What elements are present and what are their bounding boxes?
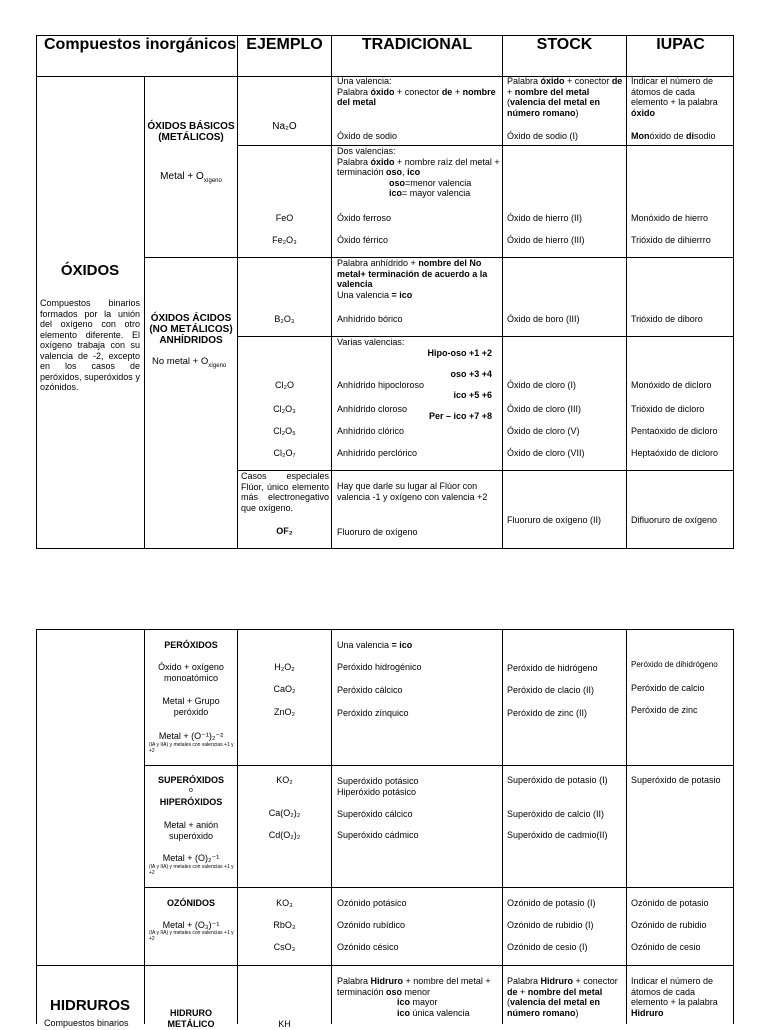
stock-zno2: Peróxido de zinc (II) [507,708,588,718]
ozonidos-note: (IA y IIA) y metales con valencias +1 y +2 [149,930,234,942]
superoxidos-formula: Metal + (O)₂⁻¹ [162,853,220,863]
oxidos-description: Compuestos binarios formados por la unión del oxígeno con otro elemento diferente. El oxígeno trabaja con su valencia de -2, excepto en los casos de peróxidos, superóxidos y ozónidos. [40,298,140,392]
iupac-cl2o7: Heptaóxido de dicloro [631,448,719,458]
divider [36,629,734,630]
hidruros-rule-trad: Palabra Hidruro + nombre del metal + terminación oso menor ico mayor ico única valencia [337,976,491,1018]
stock-h2o2: Peróxido de hidrógeno [507,663,598,673]
iupac-feo: Monóxido de hierro [631,213,709,223]
stock-cl2o3: Óxido de cloro (III) [507,404,582,414]
divider [36,965,734,966]
superoxidos-desc: Metal + anión superóxido [163,820,219,841]
trad-of2: Fluoruro de oxígeno [337,527,418,537]
iupac-zno2: Peróxido de zinc [631,705,698,715]
basicos-rule1-trad: Una valencia: Palabra óxido + conector de + nombre del metal [337,76,496,107]
trad-rbo3: Ozónido rubídico [337,920,406,930]
basicos-rule1-stock: Palabra óxido + conector de + nombre del metal (valencia del metal en número romano) [507,76,623,118]
hidruros-title: HIDRUROS [49,997,130,1014]
trad-cl2o5: Anhídrido clórico [337,426,405,436]
peroxidos-rule-trad: Una valencia = ico [337,640,413,650]
iupac-b2o3: Trióxido de diboro [631,314,703,324]
stock-feo: Óxido de hierro (II) [507,213,583,223]
stock-cl2o5: Óxido de cloro (V) [507,426,580,436]
hidruros-description: Compuestos binarios [44,1018,129,1028]
iupac-monoxido-disodio: Monóxido de disodio [631,131,716,141]
divider [144,76,145,549]
example-cso3: CsO₃ [273,942,296,952]
trad-cso3: Ozónido césico [337,942,399,952]
stock-cl2o7: Óxido de cloro (VII) [507,448,585,458]
trad-fe2o3: Óxido férrico [337,235,389,245]
divider [144,887,734,888]
hiperoxidos-title: HIPERÓXIDOS [159,797,223,807]
stock-of2: Fluoruro de oxígeno (II) [507,515,602,525]
hidruros-rule-iupac: Indicar el número de átomos de cada elemento + la palabra Hidruro [631,976,718,1018]
header-tradicional: TRADICIONAL [361,36,473,53]
iupac-of2: Difluoruro de oxígeno [631,515,718,525]
trad-cao22: Superóxido cálcico [337,809,413,819]
stock-b2o3: Óxido de boro (III) [507,314,580,324]
example-na2o: Na₂O [272,121,297,132]
stock-cao2: Peróxido de clacio (II) [507,685,595,695]
header-ejemplo: EJEMPLO [246,36,323,53]
stock-cso3: Ozónido de cesio (I) [507,942,588,952]
peroxidos-note: (IA y IIA) y metales con valencias +1 y +2 [149,742,234,754]
basicos-title: ÓXIDOS BÁSICOS (METÁLICOS) [147,121,235,143]
stock-cao22: Superóxido de calcio (II) [507,809,605,819]
trad-cao2: Peróxido cálcico [337,685,403,695]
stock-ko2: Superóxido de potasio (I) [507,775,608,785]
example-cl2o5: Cl₂O₅ [273,426,296,436]
example-cdo22: Cd(O₂)₂ [268,830,301,840]
superoxidos-o: o [189,787,193,794]
trad-cl2o: Anhídrido hipocloroso [337,380,425,390]
divider [237,35,238,549]
acidos-title: ÓXIDOS ÁCIDOS (NO METÁLICOS) ANHÍDRIDOS [149,313,233,346]
acidos-rule2-label: Varias valencias: [337,337,405,347]
iupac-cao2: Peróxido de calcio [631,683,705,693]
ozonidos-formula: Metal + (O₃)⁻¹ [162,920,220,930]
example-cl2o3: Cl₂O₃ [273,404,296,414]
stock-cl2o: Óxido de cloro (I) [507,380,577,390]
trad-ko3: Ozónido potásico [337,898,407,908]
iupac-cso3: Ozónido de cesio [631,942,701,952]
example-of2: OF₂ [276,526,293,536]
example-kh: KH [278,1019,291,1029]
valence-per-ico: Per – ico +7 +8 [428,410,492,421]
trad-h2o2: Peróxido hidrogénico [337,662,422,672]
example-cao2: CaO₂ [273,684,296,694]
iupac-cl2o: Monóxido de dicloro [631,380,712,390]
basicos-rule1-iupac: Indicar el número de átomos de cada elemento + la palabra óxido [631,76,718,118]
example-fe2o3: Fe₂O₃ [272,235,297,245]
acidos-formula: No metal + $O_{xígeno}$ [152,356,227,369]
iupac-ko3: Ozónido de potasio [631,898,709,908]
example-feo: FeO [275,213,294,223]
basicos-rule2-trad: Dos valencias: Palabra óxido + nombre raíz del metal + terminación oso, ico oso=menor valencia ico= mayor valencia [337,146,500,198]
divider [502,35,503,549]
ozonidos-title: OZÓNIDOS [166,898,215,908]
divider [144,765,734,766]
oxidos-title: ÓXIDOS [60,262,120,279]
stock-rbo3: Ozónido de rubidio (I) [507,920,594,930]
stock-fe2o3: Óxido de hierro (III) [507,235,585,245]
example-h2o2: H₂O₂ [274,662,295,672]
stock-ko3: Ozónido de potasio (I) [507,898,596,908]
example-cl2o7: Cl₂O₇ [273,448,296,458]
divider [626,35,627,549]
especiales-text: Casos especiales Flúor, único elemento más electronegativo que oxígeno. [241,471,329,513]
trad-ko2: Superóxido potásico Hiperóxido potásico [337,776,419,797]
trad-cl2o3: Anhídrido cloroso [337,404,408,414]
peroxidos-desc1: Óxido + oxígeno monoatómico [158,662,224,683]
stock-cdo22: Superóxido de cadmio(II) [507,830,608,840]
example-cl2o: Cl₂O [275,380,294,390]
basicos-formula: Metal + $O_{xígeno}$ [160,171,222,184]
iupac-cl2o3: Trióxido de dicloro [631,404,705,414]
iupac-rbo3: Ozónido de rubidio [631,920,707,930]
trad-feo: Óxido ferroso [337,213,392,223]
example-zno2: ZnO₂ [274,707,295,717]
trad-b2o3: Anhídrido bórico [337,314,403,324]
hidruros-rule-stock: Palabra Hidruro + conector de + nombre del metal (valencia del metal en número romano) [507,976,618,1018]
superoxidos-title: SUPERÓXIDOS [157,775,224,785]
example-ko3: KO₃ [276,898,293,908]
header-stock: STOCK [536,36,593,53]
example-rbo3: RbO₃ [273,920,296,930]
especiales-trad-note: Hay que darle su lugar al Flúor con valencia -1 y oxígeno con valencia +2 [337,481,488,502]
hidruro-metalico-title: HIDRURO METÁLICO [167,1008,215,1029]
divider [331,35,332,549]
superoxidos-note: (IA y IIA) y metales con valencias +1 y +2 [149,864,234,876]
valence-ico: ico +5 +6 [453,389,492,400]
iupac-ko2: Superóxido de potasio [631,775,721,785]
peroxidos-desc2: Metal + Grupo peróxido [162,696,220,717]
stock-oxido-sodio: Óxido de sodio (I) [507,131,579,141]
acidos-rule1-trad: Palabra anhídrido + nombre del No metal+ terminación de acuerdo a la valencia Una valencia = ico [337,258,488,300]
valence-oso: oso +3 +4 [450,368,492,379]
peroxidos-title: PERÓXIDOS [164,640,218,650]
example-cao22: Ca(O₂)₂ [268,808,301,818]
example-b2o3: B₂O₃ [274,314,295,324]
trad-oxido-sodio: Óxido de sodio [337,131,398,141]
trad-cdo22: Superóxido cádmico [337,830,419,840]
peroxidos-formula: Metal + (O⁻¹)₂⁻² [158,731,224,741]
trad-zno2: Peróxido zínquico [337,708,409,718]
iupac-h2o2: Peróxido de dihidrógeno [631,660,718,669]
header-iupac: IUPAC [656,36,705,53]
valence-hipo-oso: Hipo-oso +1 +2 [427,347,492,358]
iupac-fe2o3: Trióxido de dihierrro [631,235,711,245]
header-compuestos: Compuestos inorgánicos [43,36,237,53]
trad-cl2o7: Anhídrido perclórico [337,448,418,458]
iupac-cl2o5: Pentaóxido de dicloro [631,426,718,436]
example-ko2: KO₂ [276,775,293,785]
